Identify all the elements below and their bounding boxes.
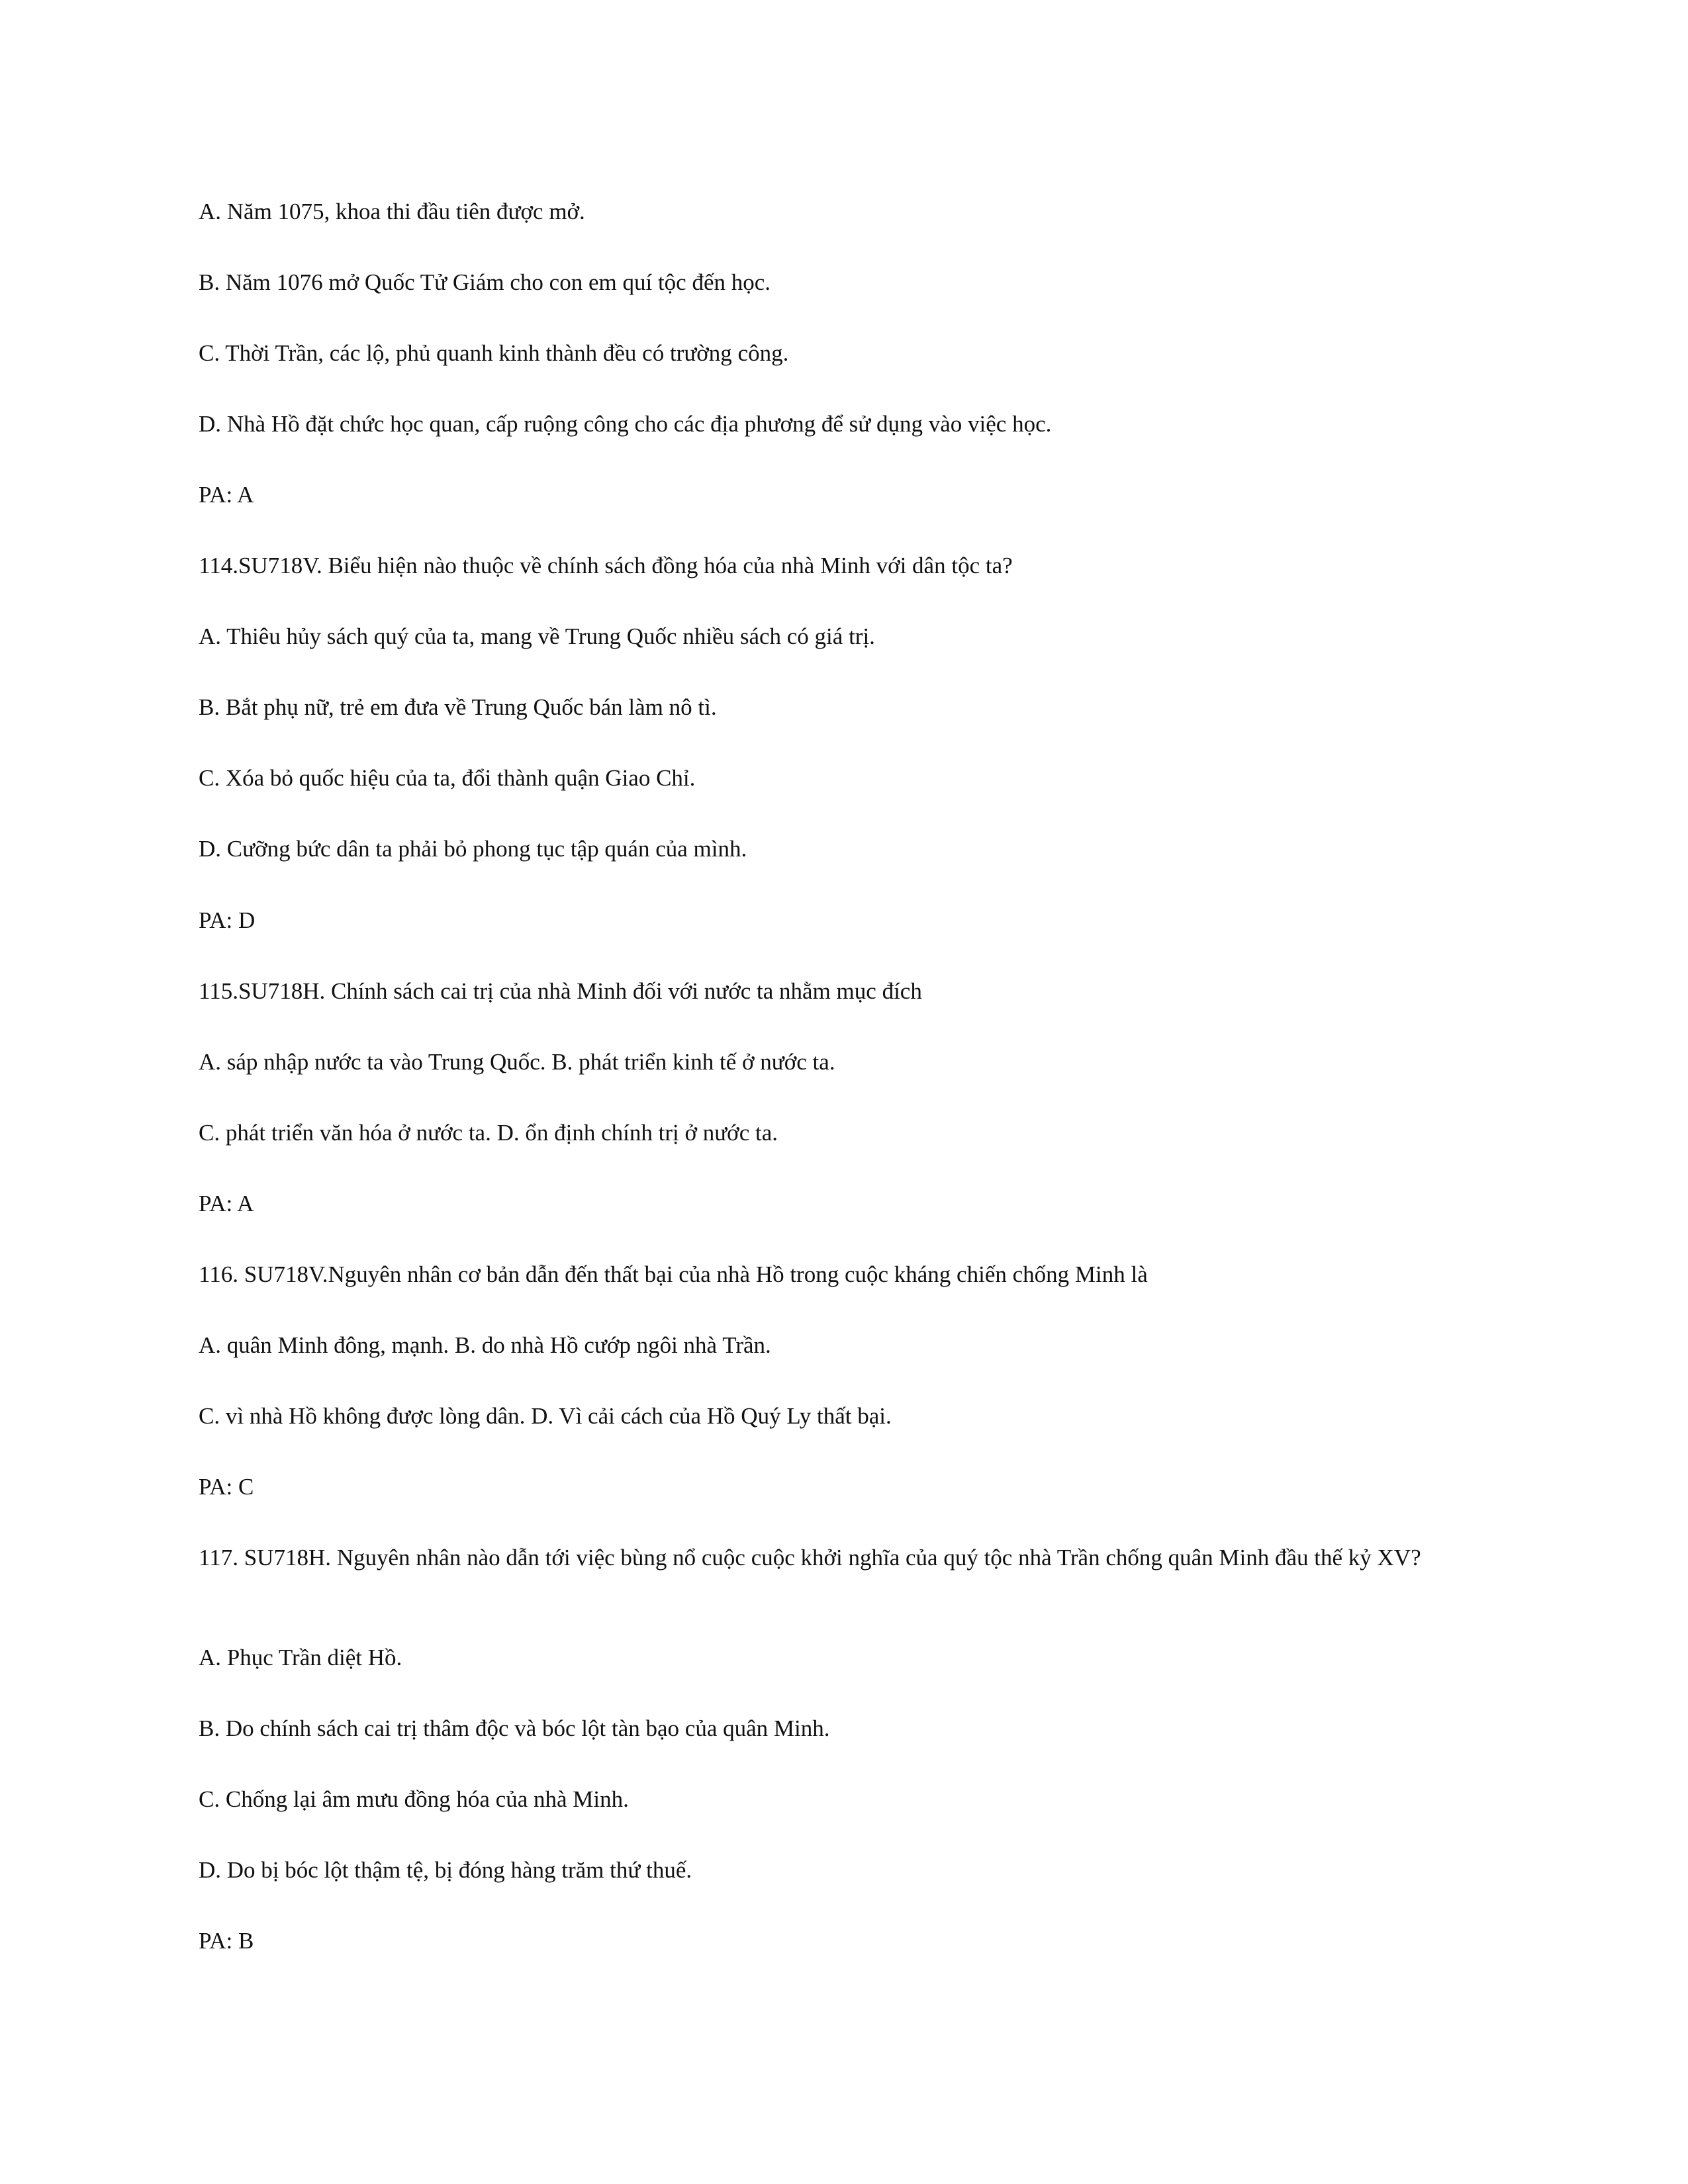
q114-option-c: C. Xóa bỏ quốc hiệu của ta, đổi thành quận Giao Chỉ. (199, 765, 696, 791)
q115-options-ab: A. sáp nhập nước ta vào Trung Quốc. B. phát triển kinh tế ở nước ta. (199, 1049, 835, 1075)
q114-option-a: A. Thiêu hủy sách quý của ta, mang về Trung Quốc nhiều sách có giá trị. (199, 623, 875, 649)
q114-question: 114.SU718V. Biểu hiện nào thuộc về chính sách đồng hóa của nhà Minh với dân tộc ta? (199, 553, 1013, 578)
q114-answer: PA: D (199, 907, 256, 933)
q113-option-d: D. Nhà Hồ đặt chức học quan, cấp ruộng công cho các địa phương để sử dụng vào việc học. (199, 411, 1052, 437)
q116-options-cd: C. vì nhà Hồ không được lòng dân. D. Vì cải cách của Hồ Quý Ly thất bại. (199, 1403, 892, 1429)
q115-answer: PA: A (199, 1191, 254, 1216)
q114-option-d: D. Cưỡng bức dân ta phải bỏ phong tục tập quán của mình. (199, 836, 747, 862)
q117-question: 117. SU718H. Nguyên nhân nào dẫn tới việc bùng nổ cuộc cuộc khởi nghĩa của quý tộc nhà Trần chống quân Minh đầu thế kỷ XV? (199, 1545, 1421, 1570)
q113-option-b: B. Năm 1076 mở Quốc Tử Giám cho con em quí tộc đến học. (199, 269, 771, 295)
q116-answer: PA: C (199, 1474, 254, 1500)
q117-option-c: C. Chống lại âm mưu đồng hóa của nhà Minh. (199, 1786, 629, 1812)
q113-answer: PA: A (199, 482, 254, 508)
q115-options-cd: C. phát triển văn hóa ở nước ta. D. ổn định chính trị ở nước ta. (199, 1120, 778, 1146)
q113-option-c: C. Thời Trần, các lộ, phủ quanh kinh thành đều có trường công. (199, 340, 789, 366)
q116-question: 116. SU718V.Nguyên nhân cơ bản dẫn đến thất bại của nhà Hồ trong cuộc kháng chiến chống Minh là (199, 1261, 1148, 1287)
q117-option-a: A. Phục Trần diệt Hồ. (199, 1645, 402, 1670)
q113-option-a: A. Năm 1075, khoa thi đầu tiên được mở. (199, 199, 585, 224)
q115-question: 115.SU718H. Chính sách cai trị của nhà Minh đối với nước ta nhằm mục đích (199, 978, 922, 1004)
q117-answer: PA: B (199, 1928, 254, 1954)
q116-options-ab: A. quân Minh đông, mạnh. B. do nhà Hồ cướp ngôi nhà Trần. (199, 1332, 771, 1358)
q117-option-d: D. Do bị bóc lột thậm tệ, bị đóng hàng trăm thứ thuế. (199, 1857, 692, 1883)
q114-option-b: B. Bắt phụ nữ, trẻ em đưa về Trung Quốc bán làm nô tì. (199, 694, 717, 720)
q117-option-b: B. Do chính sách cai trị thâm độc và bóc lột tàn bạo của quân Minh. (199, 1715, 830, 1741)
